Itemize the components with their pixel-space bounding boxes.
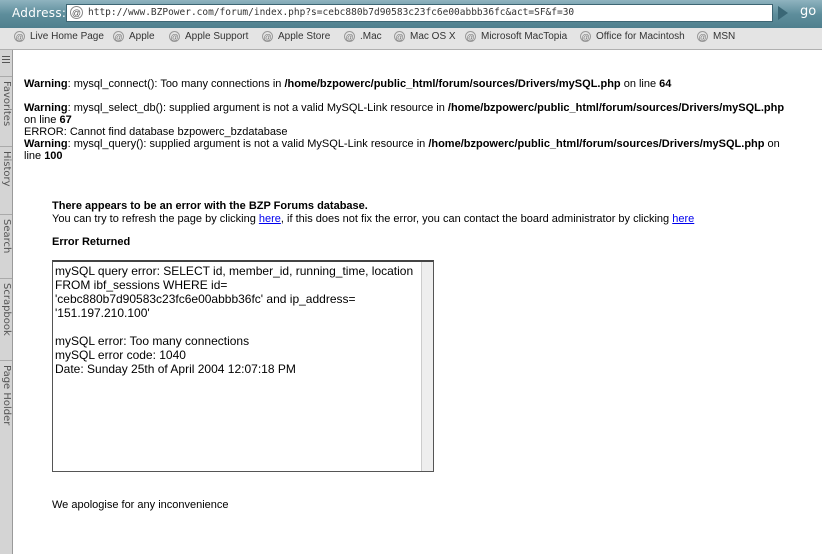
favorite-link[interactable]: @ Mac OS X (395, 31, 456, 42)
favorite-link[interactable]: @ Office for Macintosh (581, 31, 685, 42)
error-line: ERROR: Cannot find database bzpowerc_bzdatabase (24, 126, 288, 138)
at-icon: @ (114, 33, 123, 42)
at-icon: @ (170, 33, 179, 42)
address-url[interactable]: http://www.BZPower.com/forum/index.php?s=cebc880b7d90583c23fc6e00abbb36fc&act=SF&f=30 (88, 7, 575, 18)
address-label: Address: (12, 6, 67, 20)
favorite-link[interactable]: @ Microsoft MacTopia (466, 31, 568, 42)
go-button[interactable] (778, 3, 822, 23)
apology-text: We apologise for any inconvenience (52, 499, 229, 511)
error-heading: There appears to be an error with the BZP Forums database. (52, 200, 368, 212)
tab-scrapbook[interactable]: Scrapbook (0, 278, 12, 349)
address-bar (0, 0, 822, 28)
contact-admin-link[interactable]: here (672, 213, 695, 225)
error-instructions: You can try to refresh the page by clicking here, if this does not fix the error, you can contact the board administrator by clicking here (52, 213, 695, 225)
sidebar-menu-icon[interactable] (2, 56, 10, 66)
favorite-link[interactable]: @ Apple Store (263, 31, 331, 42)
favorite-link[interactable]: @ .Mac (345, 31, 382, 42)
error-returned-heading: Error Returned (52, 236, 131, 248)
refresh-link[interactable]: here (258, 213, 281, 225)
textarea-scrollbar[interactable] (421, 262, 433, 471)
at-icon: @ (581, 33, 590, 42)
favorite-link[interactable]: @ MSN (698, 31, 736, 42)
go-arrow-icon (778, 6, 788, 20)
error-details: mySQL query error: SELECT id, member_id, running_time, location FROM ibf_sessions WHERE id= 'cebc880b7d90583c23fc6e00abbb36fc' and ip_address= '151.197.210.100' mySQL error: Too many connections mySQL error code: 1040 Date: Sunday 25th of April 2004 12:07:18 PM (55, 264, 414, 376)
go-label: go (800, 4, 817, 19)
address-input[interactable] (66, 4, 773, 22)
at-icon: @ (466, 33, 475, 42)
warning-message: Warning: mysql_connect(): Too many connections in /home/bzpowerc/public_html/forum/sources/Drivers/mySQL.php on line 64 (24, 78, 672, 90)
favorite-link[interactable]: @ Apple (114, 31, 155, 42)
at-icon: @ (698, 33, 707, 42)
favorites-bar (0, 28, 822, 50)
at-icon: @ (345, 33, 354, 42)
warning-message: Warning: mysql_select_db(): supplied argument is not a valid MySQL-Link resource in /home/bzpowerc/public_html/forum/sources/Drivers/mySQL.php on line 67 (24, 102, 785, 126)
at-icon: @ (15, 33, 24, 42)
at-icon: @ (71, 8, 82, 18)
at-icon: @ (263, 33, 272, 42)
tab-favorites[interactable]: Favorites (0, 76, 12, 135)
favorite-link[interactable]: @ Live Home Page (15, 31, 104, 42)
tab-search[interactable]: Search (0, 214, 12, 265)
warning-message: Warning: mysql_query(): supplied argument is not a valid MySQL-Link resource in /home/bzpowerc/public_html/forum/sources/Drivers/mySQL.php on line 100 (24, 138, 780, 162)
at-icon: @ (395, 33, 404, 42)
tab-history[interactable]: History (0, 146, 12, 199)
error-textarea[interactable] (52, 260, 434, 472)
explorer-sidebar (0, 50, 13, 554)
tab-page-holder[interactable]: Page Holder (0, 360, 12, 441)
favorite-link[interactable]: @ Apple Support (170, 31, 249, 42)
